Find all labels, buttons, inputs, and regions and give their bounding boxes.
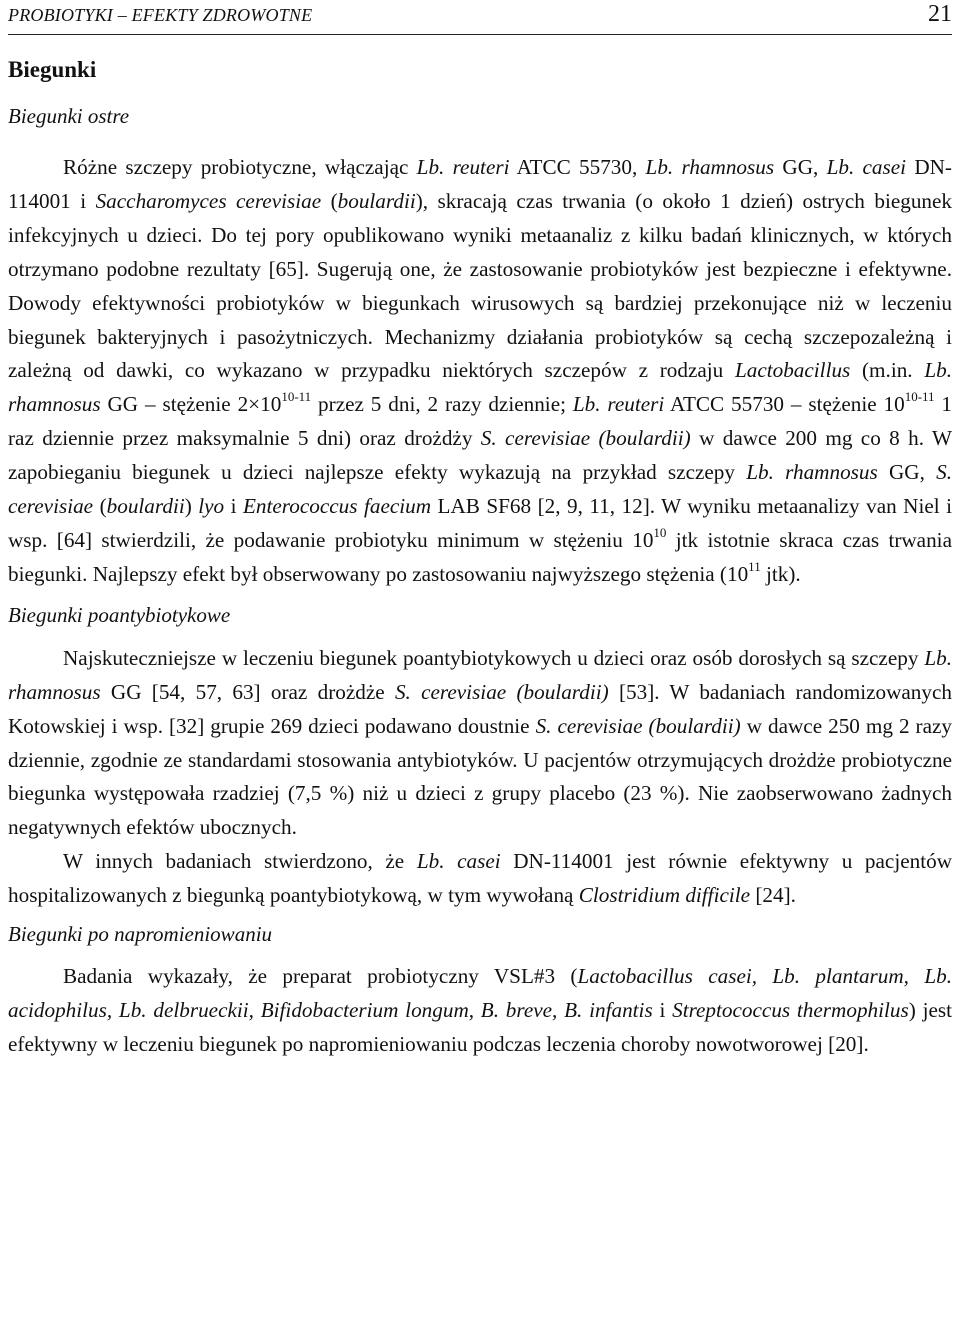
subheading-radiation-diarrhea: Biegunki po napromieniowaniu [8, 922, 273, 947]
paragraph-radiation-diarrhea: Badania wykazały, że preparat probiotyczny VSL#3 (Lactobacillus casei, Lb. plantarum, Lb. acidophilus, Lb. delbrueckii, Bifidobacterium longum, B. breve, B. infantis i Streptococcus thermophilus) jest efektywny w leczeniu biegunek po napromieniowaniu podczas leczenia choroby nowotworowej [20]. [8, 964, 953, 1056]
subheading-antibiotic-diarrhea: Biegunki poantybiotykowe [8, 602, 231, 627]
page-number: 21 [928, 1, 952, 27]
running-title: PROBIOTYKI – EFEKTY ZDROWOTNE [8, 5, 313, 25]
paragraph-antibiotic-diarrhea: Najskuteczniejsze w leczeniu biegunek poantybiotykowych u dzieci oraz osób dorosłych są szczepy Lb. rhamnosus GG [54, 57, 63] oraz drożdże S. cerevisiae (boulardii) [53]. W badaniach randomizowanych Kotowskiej i wsp. [32] grupie 269 dzieci podawano doustnie S. cerevisiae (boulardii) w dawce 250 mg 2 razy dziennie, zgodnie ze standardami stosowania antybiotyków. U pacjentów otrzymujących drożdże probiotyczne biegunka występowała rzadziej (7,5 %) niż u dzieci z grupy placebo (23 %). Nie zaobserwowano żadnych negatywnych efektów ubocznych. [8, 645, 952, 840]
paragraph-acute-diarrhea: Różne szczepy probiotyczne, włączając Lb. reuteri ATCC 55730, Lb. rhamnosus GG, Lb. casei DN-114001 i Saccharomyces cerevisiae (boulardii), skracają czas trwania (o około 1 dzień) ostrych biegunek infekcyjnych u dzieci. Do tej pory opublikowano wyniki metaanaliz z kilku badań klinicznych, w których otrzymano podobne rezultaty [65]. Sugerują one, że zastosowanie probiotyków jest bezpieczne i efektywne. Dowody efektywności probiotyków w biegunkach wirusowych są bardziej przekonujące niż w leczeniu biegunek bakteryjnych i pasożytniczych. Mechanizmy działania probiotyków są cechą szczepozależną i zależną od dawki, co wykazano w przypadku niektórych szczepów z rodzaju Lactobacillus (m.in. Lb. rhamnosus GG – stężenie $2\times 10^{10-11}$ przez 5 dni, 2 razy dziennie; Lb. reuteri ATCC 55730 – stężenie 10$^{10-11}$ 1 raz dziennie przez maksymalnie 5 dni) oraz drożdży S. cerevisiae (boulardii) w dawce 200 mg co 8 h. W zapobieganiu biegunek u dzieci najlepsze efekty wykazują na przykład szczepy Lb. rhamnosus GG, S. cerevisiae (boulardii) lyo i Enterococcus faecium LAB SF68 [2, 9, 11, 12]. W wyniku metaanalizy van Niel i wsp. [64] stwierdzili, że podawanie probiotyku minimum w stężeniu $10^{10}$ jtk istotnie skraca czas trwania biegunki. Najlepszy efekt był obserwowany po zastosowaniu najwyższego stężenia ($10^{11}$ jtk). [8, 155, 953, 586]
document-page [8, 0, 952, 1062]
running-header [8, 0, 952, 35]
subheading-acute-diarrhea: Biegunki ostre [8, 104, 130, 128]
section-title: Biegunki [8, 57, 97, 82]
paragraph-other-studies: W innych badaniach stwierdzono, że Lb. casei DN-114001 jest równie efektywny u pacjentów hospitalizowanych z biegunką poantybiotykową, w tym wywołaną Clostridium difficile [24]. [8, 849, 952, 908]
